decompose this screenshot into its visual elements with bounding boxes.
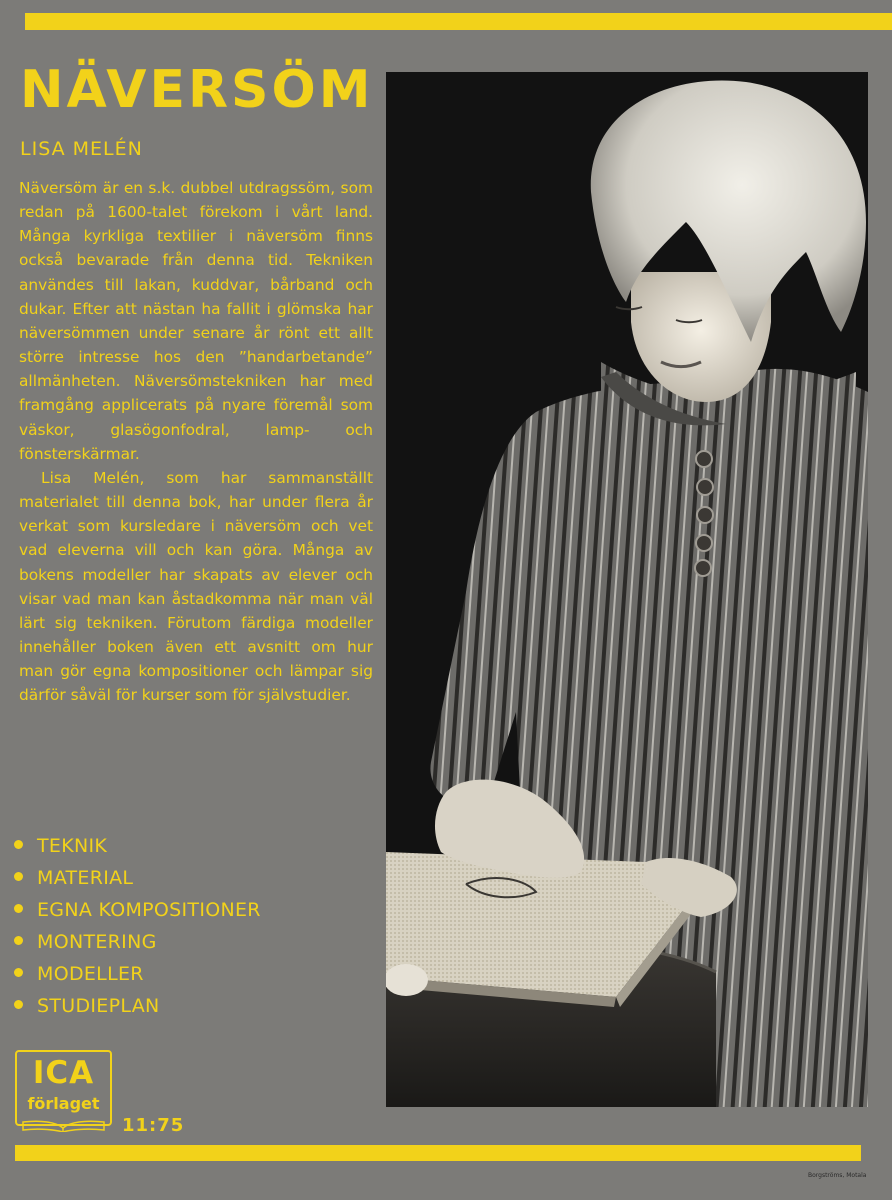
publisher-subtitle: förlaget [27,1094,100,1113]
publisher-logo [15,1050,112,1134]
description-text [19,176,373,707]
feature-item [14,894,261,926]
feature-label: MONTERING [37,931,157,953]
feature-label: STUDIEPLAN [37,995,160,1017]
photo-illustration [386,72,868,1107]
author-name: LISA MELÉN [20,138,143,160]
catalog-code: 11:75 [122,1115,185,1136]
publisher-name: ICA [32,1055,95,1091]
description-paragraph-1: Näversöm är en s.k. dubbel utdragssöm, som redan på 1600-talet förekom i vårt land. Många kyrkliga textilier i näversöm finns också bevarade från denna tid. Tekniken användes till lakan, kuddvar, bårband och dukar. Efter att nästan ha fallit i glömska har näversömmen under senare år rönt ett allt större intresse hos den ”handarbetande” allmänheten. Näversömstekniken har med framgång applicerats på nyare föremål som väskor, glasögonfodral, lamp- och fönsterskärmar. [19,179,373,463]
feature-label: MATERIAL [37,867,134,889]
feature-item [14,862,261,894]
book-title: NÄVERSÖM [20,60,374,120]
feature-item [14,926,261,958]
bullet-icon [14,904,23,913]
bullet-icon [14,968,23,977]
printer-credit: Borgströms, Motala [808,1172,867,1179]
feature-label: MODELLER [37,963,144,985]
bullet-icon [14,872,23,881]
bullet-icon [14,1000,23,1009]
feature-label: TEKNIK [37,835,108,857]
bullet-icon [14,936,23,945]
bullet-icon [14,840,23,849]
feature-list [14,830,261,1022]
open-book-icon [21,1120,106,1132]
feature-item [14,990,261,1022]
bottom-yellow-rule [15,1145,861,1161]
feature-item [14,958,261,990]
feature-label: EGNA KOMPOSITIONER [37,899,261,921]
description-paragraph-2: Lisa Melén, som har sammanställt materialet till denna bok, har under flera år verkat som kursledare i näversöm och vet vad eleverna vill och kan göra. Många av bokens modeller har skapats av elever och visar vad man kan åstadkomma när man väl lärt sig tekniken. Förutom färdiga modeller innehåller boken även ett avsnitt om hur man gör egna kompositioner och lämpar sig därför såväl för kurser som för självstudier. [19,468,373,705]
top-yellow-rule [25,13,892,30]
author-photo [386,72,868,1107]
feature-item [14,830,261,862]
